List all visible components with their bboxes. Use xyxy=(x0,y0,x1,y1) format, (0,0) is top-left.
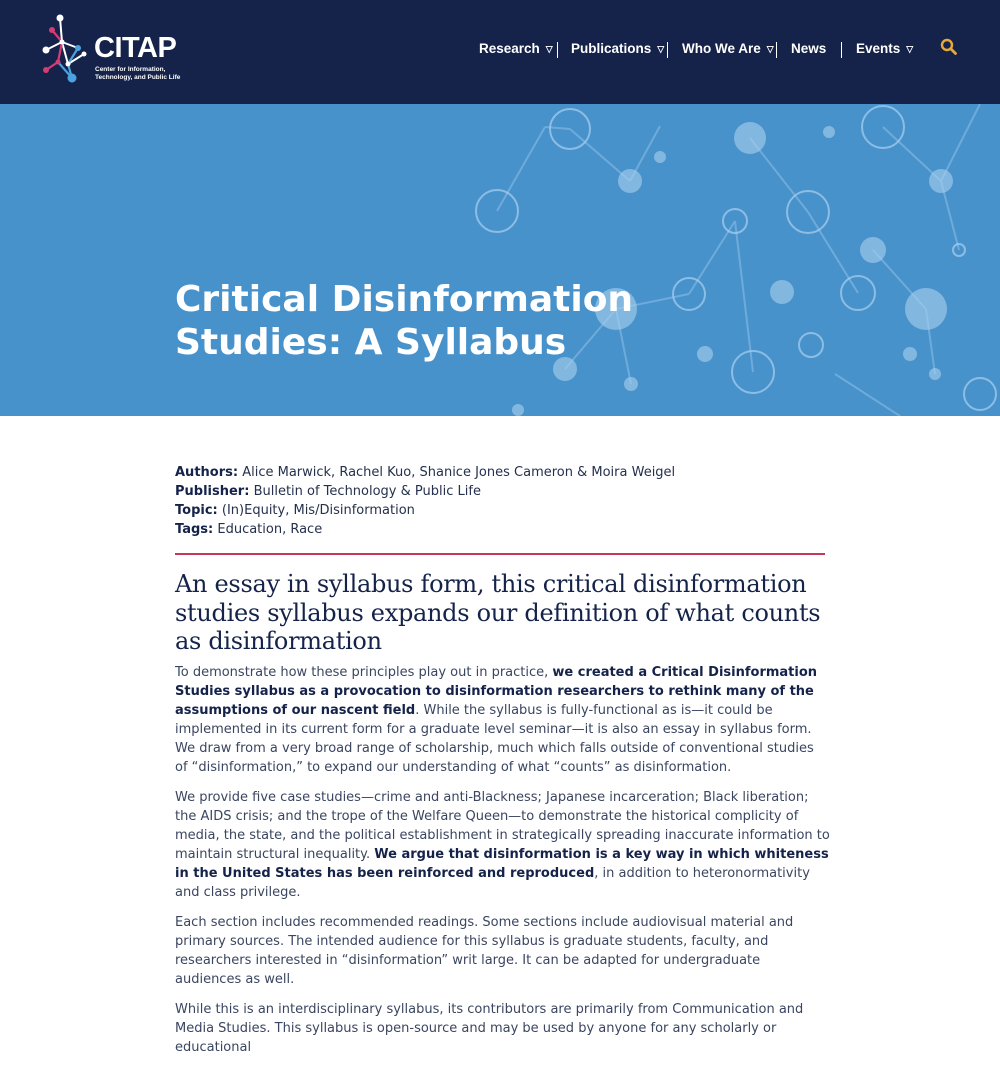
hero-banner xyxy=(0,104,1000,416)
paragraph: While this is an interdisciplinary syllabus, its contributors are primarily from Communication and Media Studies. This syllabus is open-source and may be used by anyone for any scholarly or educational xyxy=(175,1002,804,1055)
main-nav xyxy=(0,41,1000,59)
meta-tags: Tags: Education, Race xyxy=(175,522,323,537)
search-icon[interactable] xyxy=(940,38,958,56)
paragraph: We provide five case studies—crime and anti-Blackness; Japanese incarceration; Black liberation; the AIDS crisis; and the trope of the Welfare Queen—to demonstrate the historical complicity of media, the state, and the political establishment in strategically spreading inaccurate information to maintain structural inequality. We argue that disinformation is a key way in which whiteness in the United States has been reinforced and reproduced, in addition to heteronormativity and class privilege. xyxy=(175,790,830,900)
meta-authors: Authors: Alice Marwick, Rachel Kuo, Shanice Jones Cameron & Moira Weigel xyxy=(175,465,676,480)
publisher-value: Bulletin of Technology & Public Life xyxy=(253,484,481,499)
section-divider xyxy=(175,553,825,555)
nav-item-publications[interactable]: Publications ▽ xyxy=(571,41,665,56)
meta-topic: Topic: (In)Equity, Mis/Disinformation xyxy=(175,503,415,518)
chevron-down-icon: ▽ xyxy=(545,44,553,54)
tags-value: Education, Race xyxy=(217,522,323,537)
chevron-down-icon: ▽ xyxy=(906,44,914,54)
article-body xyxy=(175,663,830,1068)
nav-divider xyxy=(841,42,842,58)
brand-subtitle: Center for Information, Technology, and Public Life xyxy=(95,66,181,81)
nav-item-who-we-are[interactable]: Who We Are ▽ xyxy=(682,41,774,56)
chevron-down-icon: ▽ xyxy=(657,44,665,54)
nav-item-news[interactable]: News xyxy=(791,41,827,56)
nav-divider xyxy=(776,42,777,58)
nav-divider xyxy=(557,42,558,58)
meta-publisher: Publisher: Bulletin of Technology & Public Life xyxy=(175,484,481,499)
brand-name: CITAP xyxy=(94,32,177,64)
publication-meta xyxy=(175,463,825,539)
chevron-down-icon: ▽ xyxy=(766,44,774,54)
article-lede: An essay in syllabus form, this critical disinformation studies syllabus expands our definition of what counts as disinformation xyxy=(175,570,821,655)
topic-value: (In)Equity, Mis/Disinformation xyxy=(221,503,415,518)
nav-divider xyxy=(667,42,668,58)
network-background-illustration xyxy=(0,104,1000,416)
paragraph: To demonstrate how these principles play out in practice, we created a Critical Disinformation Studies syllabus as a provocation to disinformation researchers to rethink many of the assumptions of our nascent field. While the syllabus is fully-functional as is—it could be implemented in its current form for a graduate level seminar—it is also an essay in syllabus form. We draw from a very broad range of scholarship, much which falls outside of conventional studies of “disinformation,” to expand our understanding of what “counts” as disinformation. xyxy=(175,665,818,775)
nav-item-events[interactable]: Events ▽ xyxy=(856,41,914,56)
authors-value: Alice Marwick, Rachel Kuo, Shanice Jones Cameron & Moira Weigel xyxy=(242,465,676,480)
site-header xyxy=(0,0,1000,104)
paragraph: Each section includes recommended readings. Some sections include audiovisual material and primary sources. The intended audience for this syllabus is graduate students, faculty, and researchers interested in “disinformation” writ large. It can be adapted for undergraduate audiences as well. xyxy=(175,915,794,987)
page-title: Critical Disinformation Studies: A Syllabus xyxy=(175,279,634,363)
nav-item-research[interactable]: Research ▽ xyxy=(479,41,553,56)
